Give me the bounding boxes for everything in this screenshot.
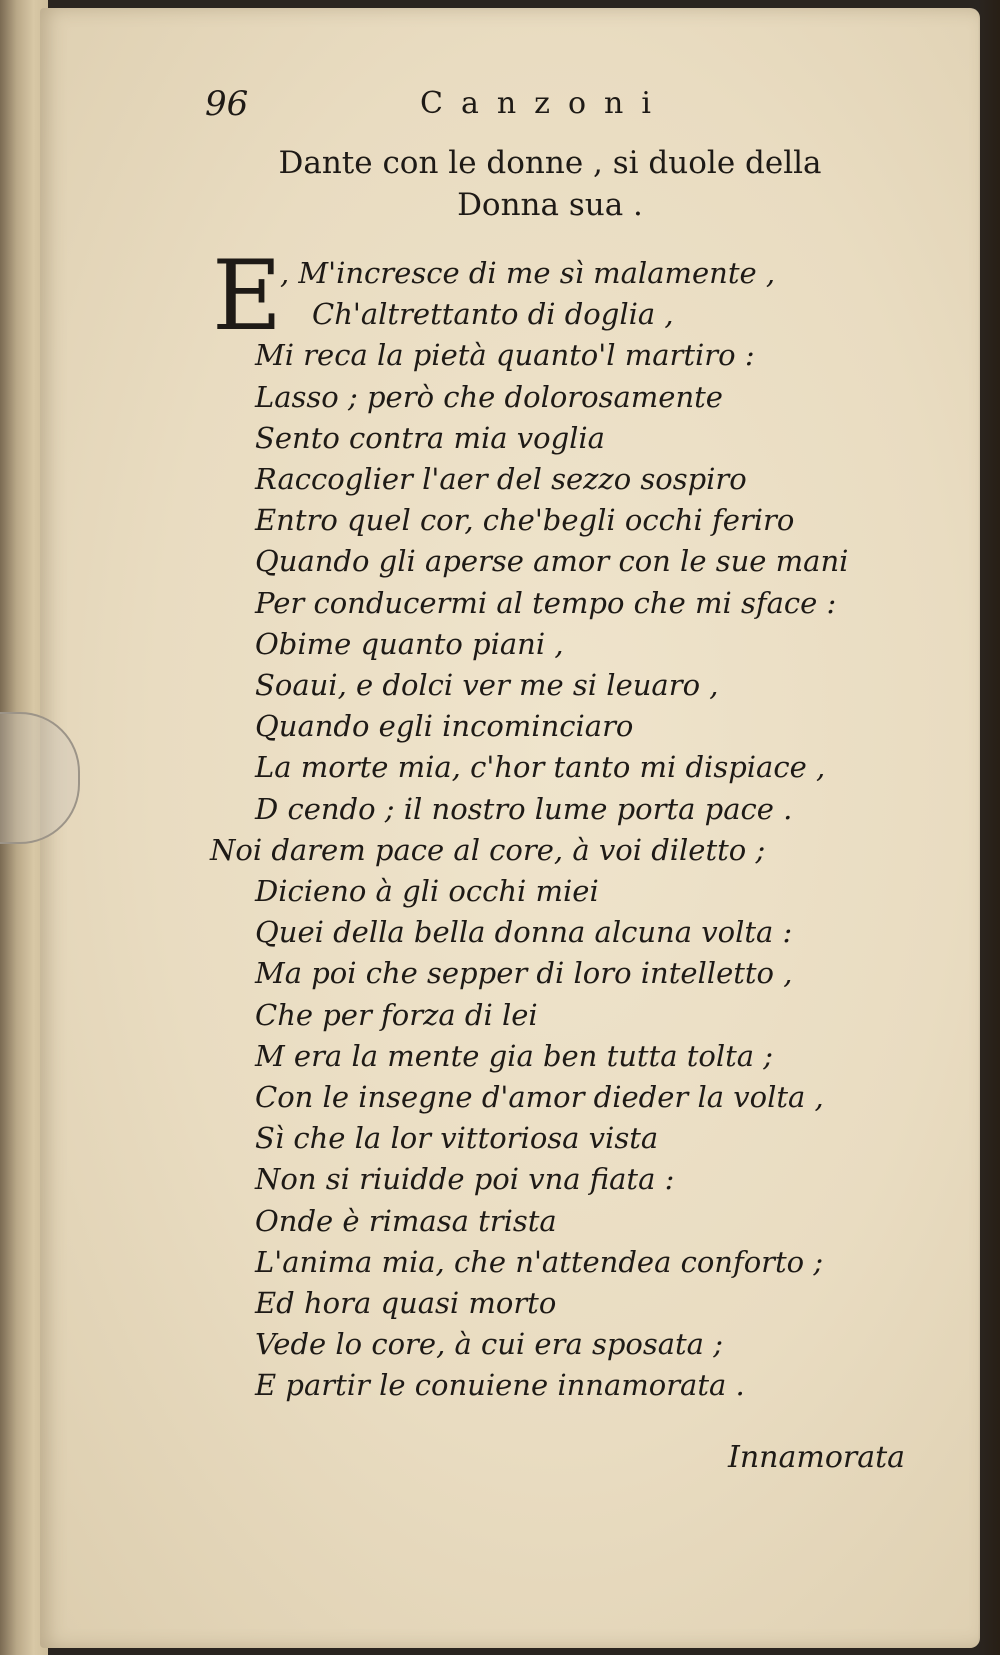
verse-line: Raccoglier l'aer del sezzo sospiro bbox=[255, 462, 747, 496]
verse-line: Quando egli incominciaro bbox=[255, 709, 634, 744]
poem-title bbox=[270, 142, 830, 226]
catchword: Innamorata bbox=[728, 1440, 906, 1475]
verse-line: L'anima mia, che n'attendea conforto ; bbox=[255, 1244, 824, 1279]
verse-line: Che per forza di lei bbox=[255, 997, 538, 1032]
verse-line: Con le insegne d'amor dieder la volta , bbox=[255, 1080, 824, 1114]
verse-line: Entro quel cor, che'begli occhi feriro bbox=[255, 503, 795, 538]
verse-line: Per conducermi al tempo che mi sface : bbox=[255, 585, 837, 620]
verse-line: Non si riuidde poi vna fiata : bbox=[255, 1162, 675, 1197]
verse-line: Onde è rimasa trista bbox=[255, 1203, 557, 1238]
verse-line: Lasso ; però che dolorosamente bbox=[255, 379, 723, 414]
title-line: Donna sua . bbox=[457, 187, 643, 223]
gutter-shadow bbox=[978, 0, 1000, 1655]
verse-line: Obime quanto piani , bbox=[255, 626, 564, 661]
verse-line: La morte mia, c'hor tanto mi dispiace , bbox=[255, 750, 826, 785]
verse-line: Quei della bella donna alcuna volta : bbox=[255, 915, 793, 950]
verse-line: Sento contra mia voglia bbox=[255, 420, 605, 455]
verse-line: Mi reca la pietà quanto'l martiro : bbox=[255, 338, 755, 373]
running-head: Canzoni bbox=[420, 86, 669, 121]
verse-line: Quando gli aperse amor con le sue mani bbox=[255, 544, 849, 579]
verse-line: Dicieno à gli occhi miei bbox=[255, 874, 599, 908]
verse-line: E partir le conuiene innamorata . bbox=[255, 1368, 745, 1403]
verse-line: D cendo ; il nostro lume porta pace . bbox=[255, 791, 793, 826]
verse-line: Vede lo core, à cui era sposata ; bbox=[255, 1327, 723, 1362]
drop-cap: E bbox=[212, 240, 283, 352]
verse-line: Ma poi che sepper di loro intelletto , bbox=[255, 956, 793, 991]
verse-line: , M'incresce di me sì malamente , bbox=[280, 256, 776, 290]
page-number: 96 bbox=[205, 84, 249, 124]
title-line: Dante con le donne , si duole della bbox=[278, 145, 822, 181]
verse-line: Ed hora quasi morto bbox=[255, 1286, 557, 1320]
verse-line: Sì che la lor vittoriosa vista bbox=[255, 1121, 659, 1156]
verse-line: Soaui, e dolci ver me si leuaro , bbox=[255, 668, 719, 702]
verse-line: M era la mente gia ben tutta tolta ; bbox=[255, 1038, 774, 1073]
verse-line: Ch'altrettanto di doglia , bbox=[312, 297, 674, 332]
verse-line: Noi darem pace al core, à voi diletto ; bbox=[210, 832, 766, 867]
